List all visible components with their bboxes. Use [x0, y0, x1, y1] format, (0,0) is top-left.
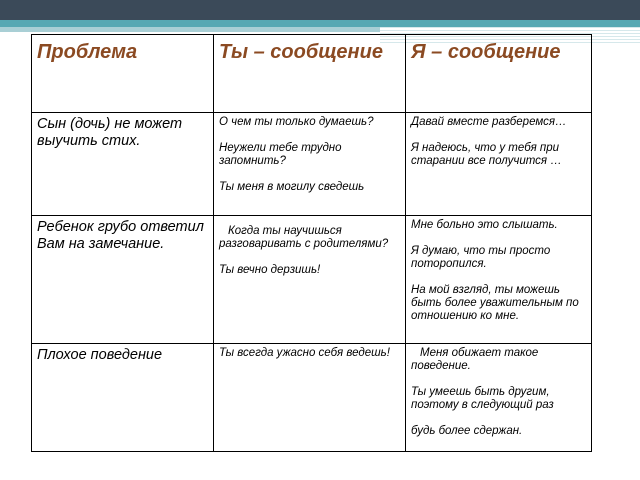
- you-message-cell: [214, 344, 406, 452]
- i-message-line: Мне больно это слышать.: [411, 218, 558, 231]
- i-message-line: Я думаю, что ты просто поторопился.: [411, 244, 551, 270]
- title-bar-teal-stripe: [0, 20, 640, 27]
- i-message-line: будь более сдержан.: [411, 425, 523, 438]
- table-row: [32, 113, 592, 215]
- you-message-cell: [214, 215, 406, 344]
- i-message-cell: [406, 215, 592, 344]
- table-row: [32, 344, 592, 452]
- header-you-message: Ты – сообщение: [214, 35, 406, 113]
- i-message-line: На мой взгляд, ты можешь быть более уважительным по отношению ко мне.: [411, 283, 579, 322]
- title-bar-light-stripe: [0, 27, 380, 32]
- you-message-line: Когда ты научишься разговаривать с родителями?: [219, 224, 389, 250]
- i-message-cell: [406, 113, 592, 215]
- header-i-message: Я – сообщение: [406, 35, 592, 113]
- header-problem: Проблема: [32, 35, 214, 113]
- i-message-line: Ты умеешь быть другим, поэтому в следующий раз: [411, 386, 554, 412]
- you-message-line: Ты меня в могилу сведешь: [219, 181, 365, 194]
- i-message-line: Меня обижает такое поведение.: [411, 347, 539, 373]
- problem-cell: Сын (дочь) не может выучить стих.: [32, 113, 214, 215]
- title-bar-dark-stripe: [0, 0, 640, 20]
- you-message-line: О чем ты только думаешь?: [219, 116, 374, 129]
- i-message-line: Я надеюсь, что у тебя при старании все получится …: [411, 142, 562, 168]
- you-message-line: Ты вечно дерзишь!: [219, 263, 321, 276]
- i-message-cell: [406, 344, 592, 452]
- i-message-line: Давай вместе разберемся…: [411, 116, 567, 129]
- comparison-table: [31, 34, 592, 452]
- problem-cell: Ребенок грубо ответил Вам на замечание.: [32, 215, 214, 344]
- you-message-line: Ты всегда ужасно себя ведешь!: [219, 347, 390, 360]
- you-message-line: Неужели тебе трудно запомнить?: [219, 142, 342, 168]
- table-row: [32, 215, 592, 344]
- problem-cell: Плохое поведение: [32, 344, 214, 452]
- table-header-row: [32, 35, 592, 113]
- you-message-cell: [214, 113, 406, 215]
